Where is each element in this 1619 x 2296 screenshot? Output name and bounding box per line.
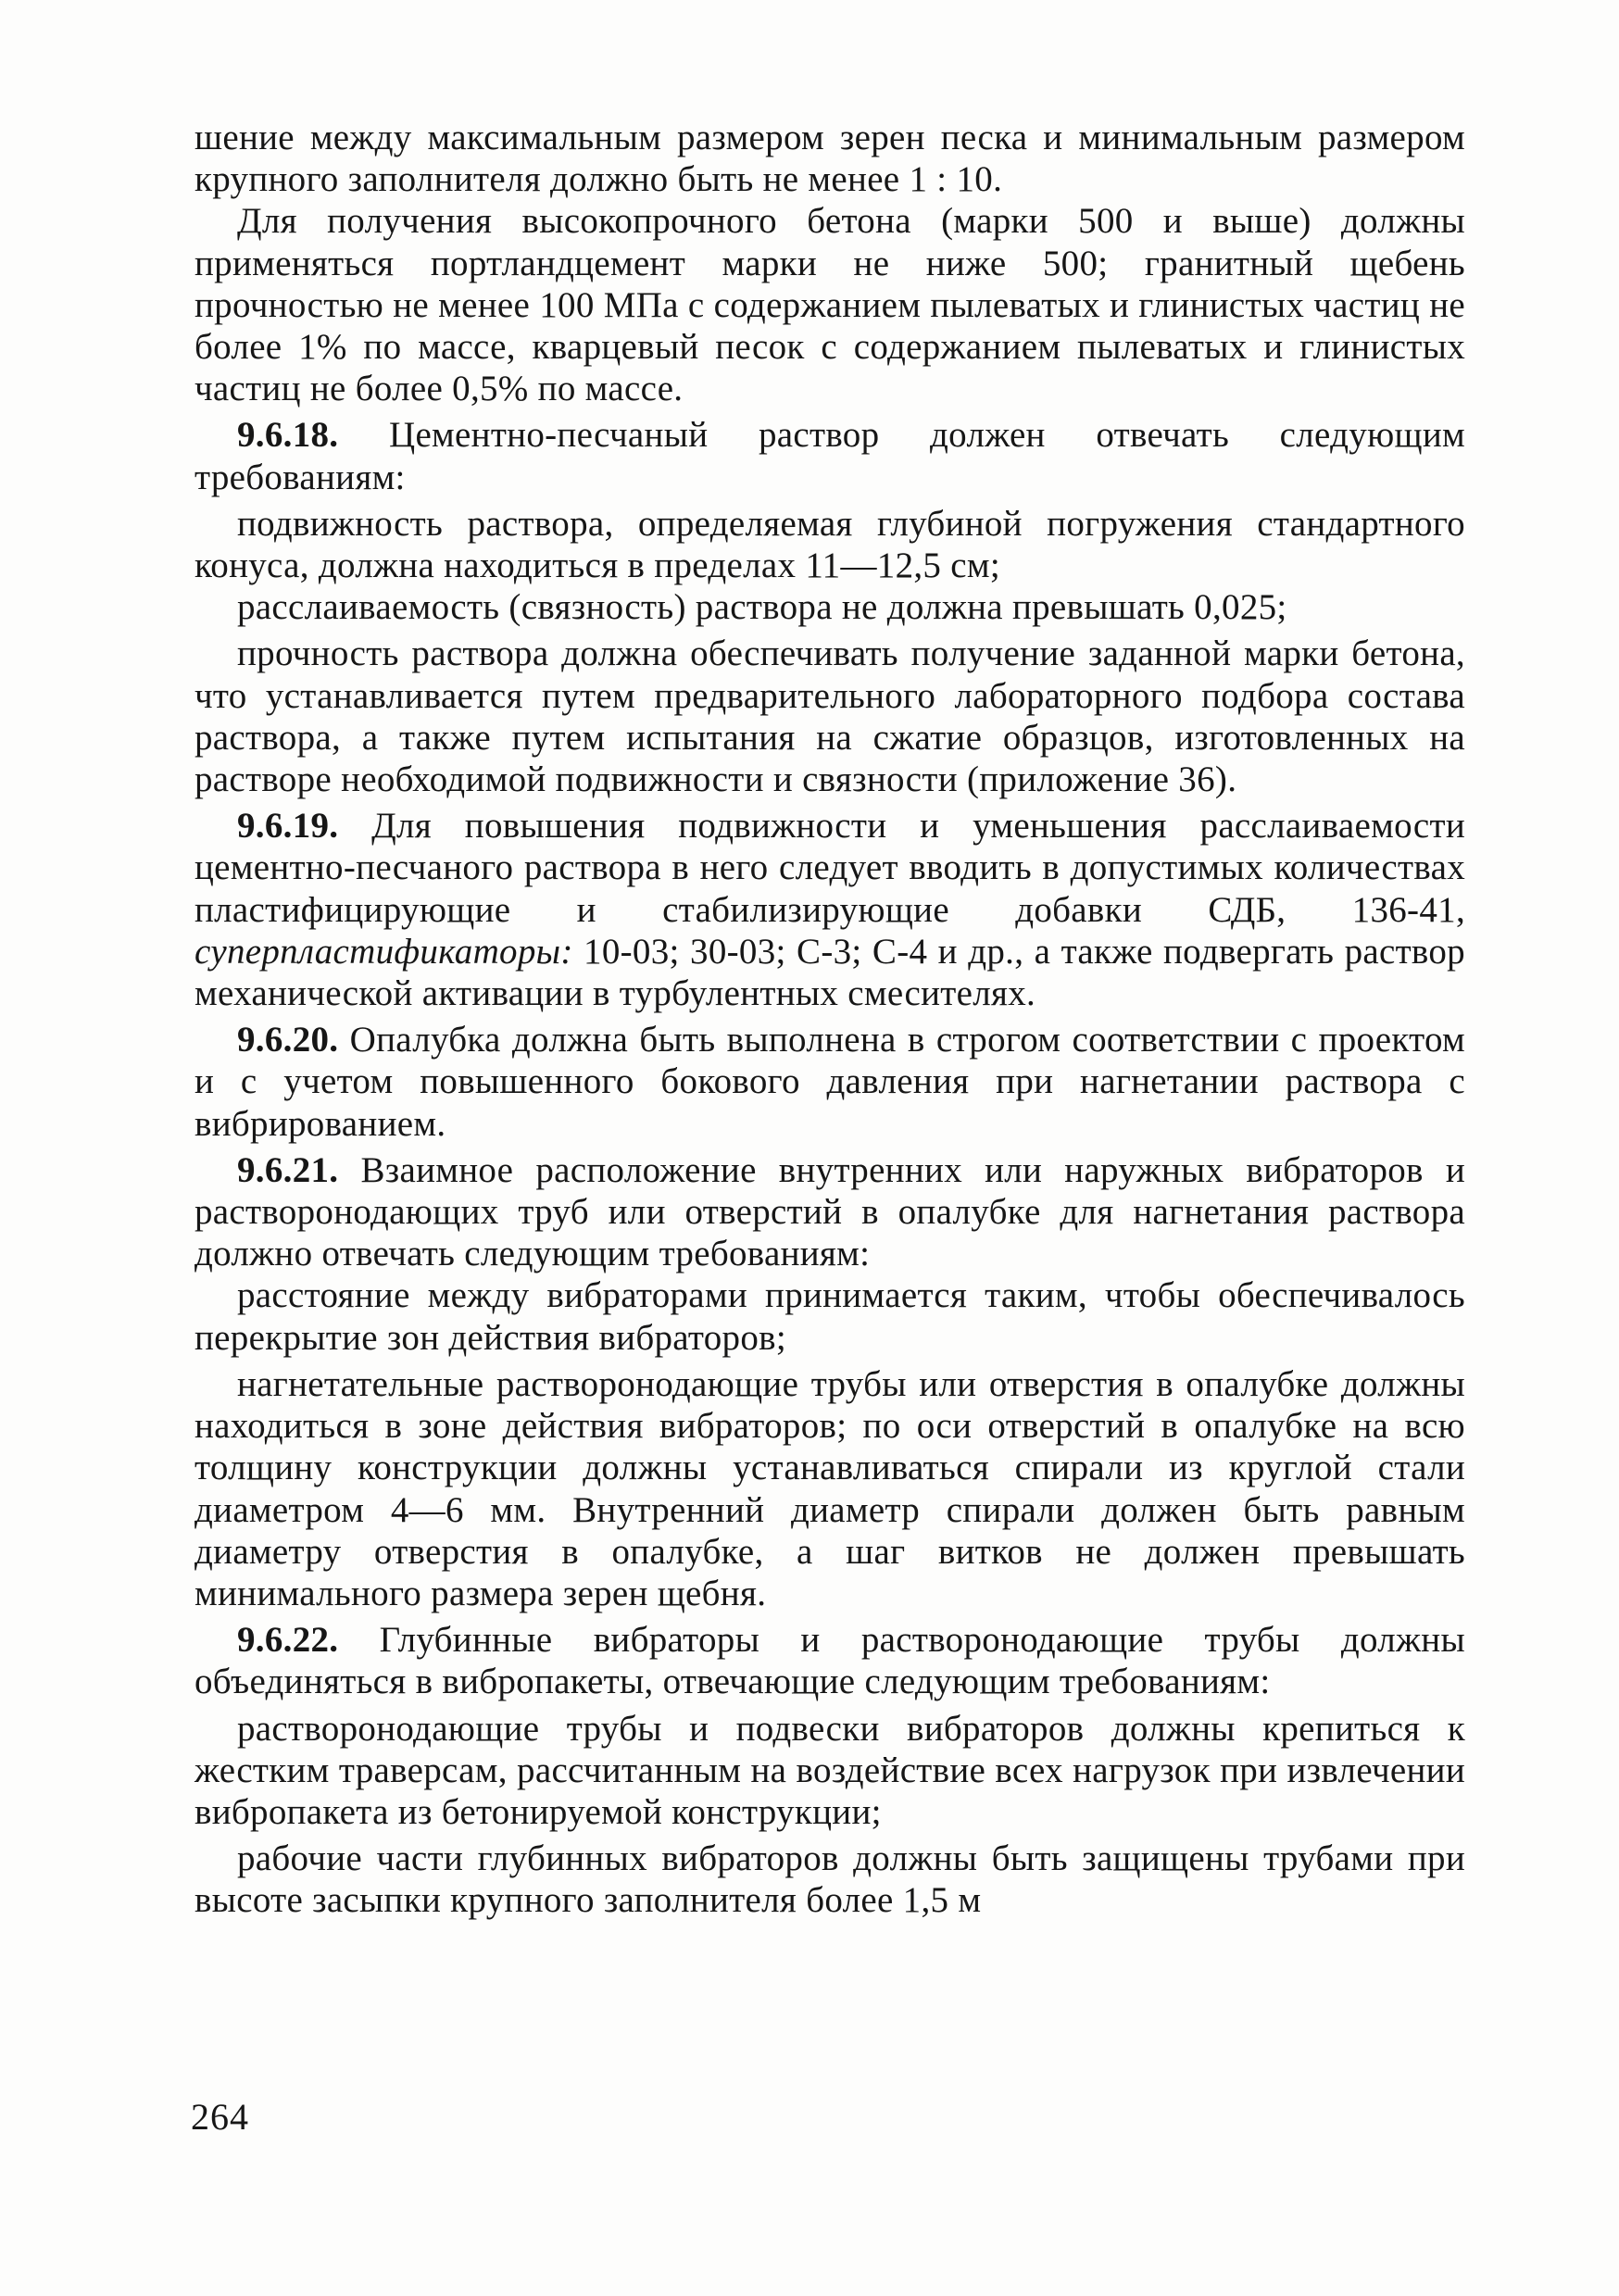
paragraph-continuation xyxy=(195,117,1465,200)
list-item-mobility xyxy=(195,503,1465,586)
list-item-strength xyxy=(195,633,1465,800)
paragraph-high-strength-concrete xyxy=(195,200,1465,409)
paragraph-text: 10-03; 30-03; С-3; С-4 и др., а также подвергать раствор механической активации в турбулентных смесителях. xyxy=(195,931,1465,1014)
paragraph-text: Глубинные вибраторы и растворонодающие трубы должны объединяться в вибропакеты, отвечающие следующим требованиям: xyxy=(195,1620,1465,1702)
clause-9-6-21 xyxy=(195,1149,1465,1275)
paragraph-text: нагнетательные растворонодающие трубы или отверстия в опалубке должны находиться в зоне действия вибраторов; по оси отверстий в опалубке на всю толщину конструкции должны устанавливаться спирали из круглой стали диаметром 4—6 мм. Внутренний диаметр спирали должен быть равным диаметру отверстия в опалубке, а шаг витков не должен превышать минимального размера зерен щебня. xyxy=(195,1363,1465,1613)
paragraph-text: прочность раствора должна обеспечивать получение заданной марки бетона, что устанавливается путем предварительного лабораторного подбора состава раствора, а также путем испытания на сжатие образцов, изготовленных на растворе необходимой подвижности и связности (приложение 36). xyxy=(195,634,1465,800)
clause-9-6-20 xyxy=(195,1019,1465,1145)
paragraph-text: шение между максимальным размером зерен песка и минимальным размером крупного заполнителя должно быть не менее 1 : 10. xyxy=(195,118,1465,200)
clause-number: 9.6.19. xyxy=(237,806,339,847)
paragraph-text: Опалубка должна быть выполнена в строгом соответствии с проектом и с учетом повышенного бокового давления при нагнетании раствора с вибрированием. xyxy=(195,1020,1465,1144)
clause-number: 9.6.22. xyxy=(237,1620,339,1661)
list-item-traverses xyxy=(195,1708,1465,1834)
paragraph-text-italic: суперпластификаторы: xyxy=(195,931,573,972)
clause-number: 9.6.18. xyxy=(237,415,339,456)
list-item-injection-pipes xyxy=(195,1363,1465,1614)
clause-number: 9.6.20. xyxy=(237,1020,339,1060)
paragraph-text: рабочие части глубинных вибраторов должны быть защищены трубами при высоте засыпки крупного заполнителя более 1,5 м xyxy=(195,1838,1465,1921)
paragraph-text: растворонодающие трубы и подвески вибраторов должны крепиться к жестким траверсам, рассчитанным на воздействие всех нагрузок при извлечении вибропакета из бетонируемой конструкции; xyxy=(195,1708,1465,1832)
list-item-vibrator-distance xyxy=(195,1274,1465,1358)
list-item-protected-vibrators xyxy=(195,1838,1465,1921)
page-number: 264 xyxy=(191,2096,249,2138)
list-item-stratification xyxy=(195,586,1465,628)
clause-9-6-22 xyxy=(195,1619,1465,1702)
paragraph-text: Для получения высокопрочного бетона (марки 500 и выше) должны применяться портландцемент марки не ниже 500; гранитный щебень прочностью не менее 100 МПа с содержанием пылеватых и глинистых частиц не более 1% по массе, кварцевый песок с содержанием пылеватых и глинистых частиц не более 0,5% по массе. xyxy=(195,201,1465,409)
body-text xyxy=(195,117,1465,1922)
paragraph-text: подвижность раствора, определяемая глубиной погружения стандартного конуса, должна находиться в пределах 11—12,5 см; xyxy=(195,503,1465,586)
paragraph-text: расслаиваемость (связность) раствора не должна превышать 0,025; xyxy=(237,587,1287,628)
paragraph-text: Для повышения подвижности и уменьшения расслаиваемости цементно-песчаного раствора в него следует вводить в допустимых количествах пластифицирующие и стабилизирующие добавки СДБ, 136-41, xyxy=(195,806,1465,930)
paragraph-text: Взаимное расположение внутренних или наружных вибраторов и растворонодающих труб или отверстий в опалубке для нагнетания раствора должно отвечать следующим требованиям: xyxy=(195,1149,1465,1274)
paragraph-text: Цементно-песчаный раствор должен отвечать следующим требованиям: xyxy=(195,415,1465,497)
clause-number: 9.6.21. xyxy=(237,1149,339,1190)
clause-9-6-19 xyxy=(195,805,1465,1014)
paragraph-text: расстояние между вибраторами принимается таким, чтобы обеспечивалось перекрытие зон действия вибраторов; xyxy=(195,1275,1465,1358)
clause-9-6-18 xyxy=(195,414,1465,497)
